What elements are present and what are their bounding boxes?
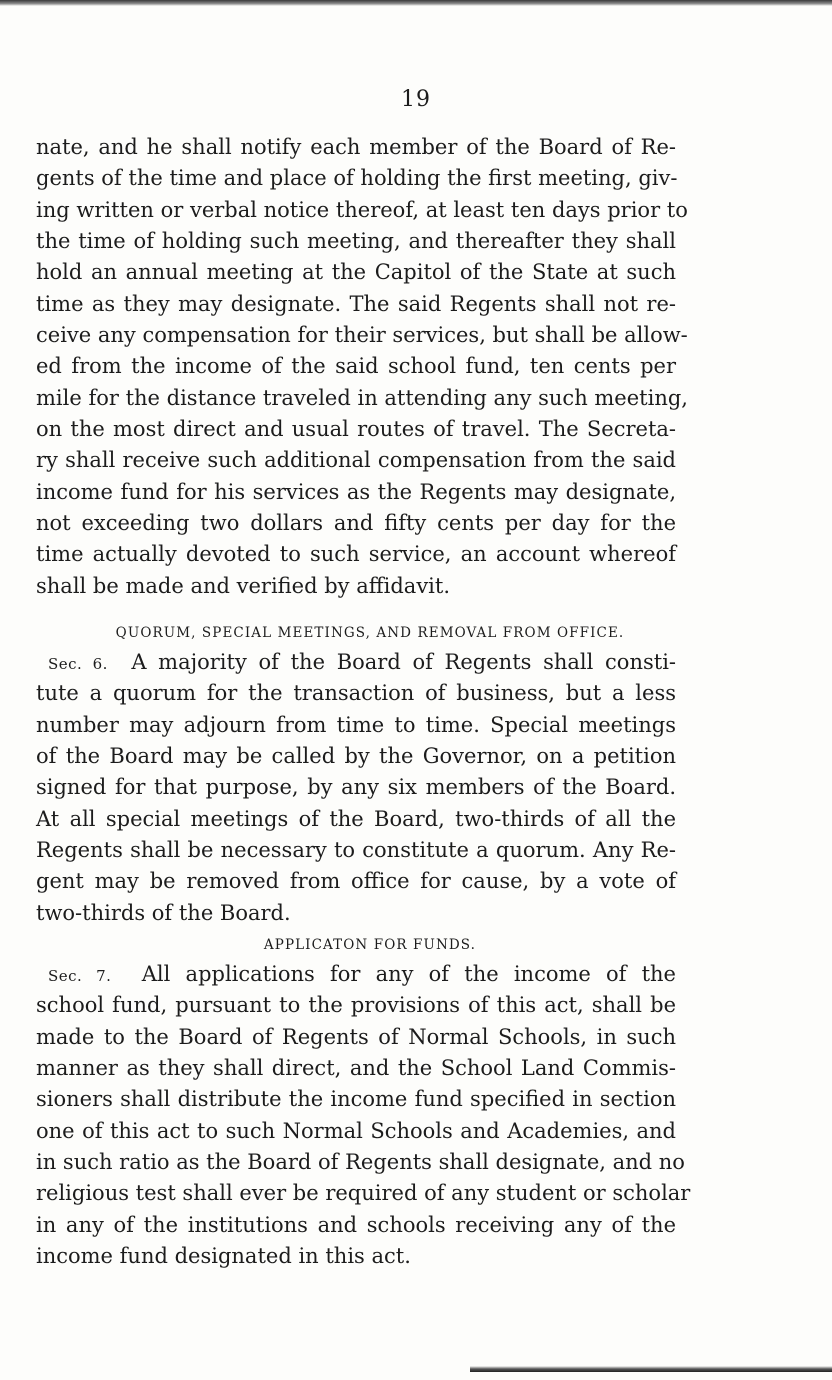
text-line: manner as they shall direct, and the School Land Commis- [36,1056,676,1081]
text-line: in such ratio as the Board of Regents shall designate, and no [36,1150,685,1175]
section-heading-quorum [60,622,680,644]
text-line: ing written or verbal notice thereof, at least ten days prior to [36,197,688,222]
text-line: ry shall receive such additional compensation from the said [36,448,676,473]
text-line: hold an annual meeting at the Capitol of the State at such [36,260,676,285]
text-line: not exceeding two dollars and fifty cents per day for the [36,511,676,536]
text-line: income fund designated in this act. [36,1244,411,1269]
text-line: on the most direct and usual routes of travel. The Secreta- [36,417,676,442]
section-first-line [36,959,676,990]
text-line: nate, and he shall notify each member of the Board of Re- [36,135,676,159]
section-first-line-text: A majority of the Board of Regents shall consti- [131,650,677,674]
paragraph-continuation [36,132,688,602]
text-line: one of this act to such Normal Schools and Academies, and [36,1118,676,1143]
section-label: Sec. 7. [48,967,112,985]
section-heading-funds [60,934,680,956]
section-first-line-text: All applications for any of the income of the [141,962,676,986]
text-line: made to the Board of Regents of Normal Schools, in such [36,1024,676,1049]
text-line: in any of the institutions and schools receiving any of the [36,1212,676,1237]
text-line: time as they may designate. The said Regents shall not re- [36,291,676,316]
text-line: sioners shall distribute the income fund specified in section [36,1087,676,1112]
section-6 [36,647,676,929]
text-line: number may adjourn from time to time. Special meetings [36,712,676,737]
heading-text: QUORUM, SPECIAL MEETINGS, AND REMOVAL FROM OFFICE. [115,625,625,641]
text-line: At all special meetings of the Board, two-thirds of all the [36,806,676,831]
text-line: time actually devoted to such service, an account whereof [36,542,676,567]
text-line: ceive any compensation for their services, but shall be allow- [36,323,688,348]
text-line: mile for the distance traveled in attending any such meeting, [36,385,688,410]
page-number: 19 [401,87,431,112]
section-7 [36,959,691,1272]
heading-text: APPLICATON FOR FUNDS. [263,937,477,953]
text-line: tute a quorum for the transaction of business, but a less [36,681,676,706]
bottom-edge-rule [470,1366,832,1372]
text-line: ed from the income of the said school fund, ten cents per [36,354,676,379]
section-label: Sec. 6. [48,655,108,673]
top-edge-rule [0,0,832,6]
text-line: signed for that purpose, by any six members of the Board. [36,775,676,800]
section-first-line [36,647,676,678]
text-line: gent may be removed from office for cause, by a vote of [36,869,676,894]
text-line: of the Board may be called by the Governor, on a petition [36,744,676,769]
text-line: shall be made and verified by affidavit. [36,573,451,598]
text-line: two-thirds of the Board. [36,900,291,925]
text-line: school fund, pursuant to the provisions of this act, shall be [36,993,676,1018]
text-line: religious test shall ever be required of any student or scholar [36,1181,691,1206]
text-line: income fund for his services as the Regents may designate, [36,479,676,504]
text-line: gents of the time and place of holding the first meeting, giv- [36,166,678,191]
text-line: the time of holding such meeting, and thereafter they shall [36,229,676,254]
text-line: Regents shall be necessary to constitute a quorum. Any Re- [36,838,676,863]
